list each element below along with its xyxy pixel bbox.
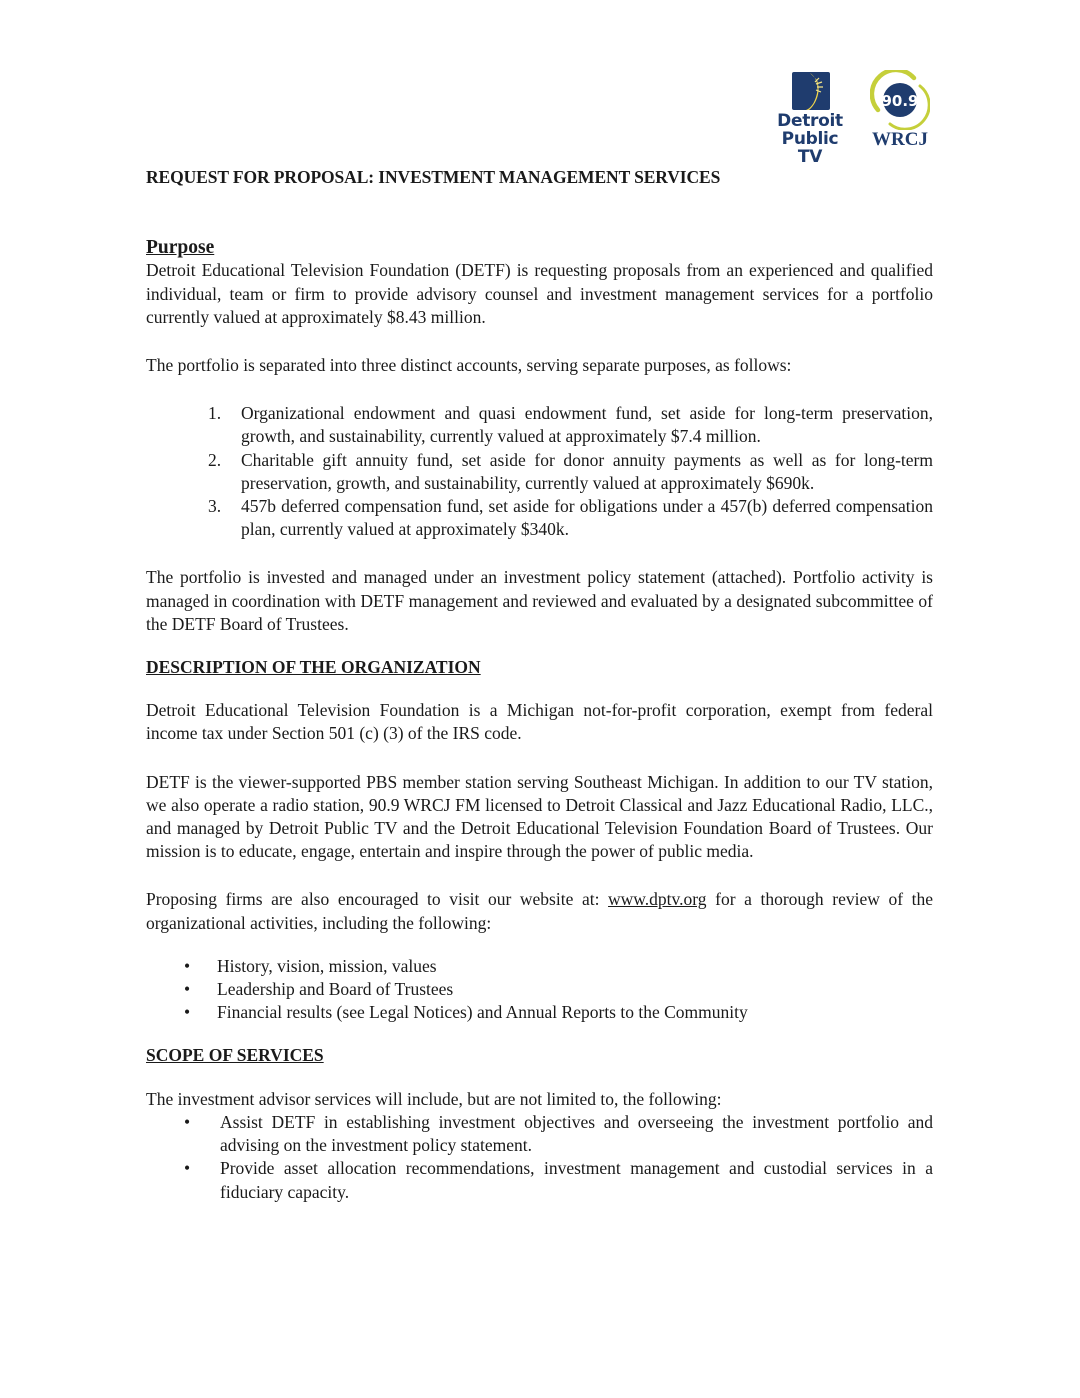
wrcj-909-emblem-icon xyxy=(870,70,930,130)
list-item-text: History, vision, mission, values xyxy=(217,955,437,976)
purpose-intro: Detroit Educational Television Foundation (DETF) is requesting proposals from an experienced and qualified individual, team or firm to provide advisory counsel and investment management services for a portfolio currently valued at approximately $8.43 million. xyxy=(146,260,933,327)
organization-heading: DESCRIPTION OF THE ORGANIZATION xyxy=(146,657,481,678)
organization-para-2: DETF is the viewer-supported PBS member station serving Southeast Michigan. In addition to our TV station, we also operate a radio station, 90.9 WRCJ FM licensed to Detroit Classical and Jazz Educational Radio, LLC., and managed by Detroit Public TV and the Detroit Educational Television Foundation Board of Trustees. Our mission is to educate, engage, entertain and inspire through the power of public media. xyxy=(146,771,933,862)
accounts-list xyxy=(208,402,933,541)
scope-items-list xyxy=(182,1111,933,1204)
list-item-text: Provide asset allocation recommendations, investment management and custodial services in a fiduciary capacity. xyxy=(220,1158,933,1202)
account-item xyxy=(208,449,933,495)
website-link[interactable]: www.dptv.org xyxy=(608,889,707,910)
website-text-after: for a thorough review of the organizational activities, including the following: xyxy=(146,889,933,933)
list-item-text: Financial results (see Legal Notices) and Annual Reports to the Community xyxy=(217,1002,748,1023)
accounts-intro: The portfolio is separated into three distinct accounts, serving separate purposes, as follows: xyxy=(146,355,792,376)
scope-heading: SCOPE OF SERVICES xyxy=(146,1045,324,1066)
account-number: 1. xyxy=(208,403,222,424)
list-item xyxy=(182,955,933,978)
account-text: Charitable gift annuity fund, set aside for donor annuity payments as well as for long-term preservation, growth, and sustainability, currently valued at approximately $690k. xyxy=(241,449,933,493)
list-item xyxy=(182,978,933,1001)
bullet-icon: • xyxy=(184,1158,191,1179)
list-item-text: Assist DETF in establishing investment objectives and overseeing the investment portfolio and advising on the investment policy statement. xyxy=(220,1111,933,1156)
website-paragraph xyxy=(146,888,933,934)
dptv-wordmark xyxy=(768,112,852,166)
document-title: REQUEST FOR PROPOSAL: INVESTMENT MANAGEMENT SERVICES xyxy=(146,167,721,187)
purpose-heading: Purpose xyxy=(146,237,215,259)
scope-intro: The investment advisor services will include, but are not limited to, the following: xyxy=(146,1088,722,1109)
bullet-icon: • xyxy=(184,1111,191,1132)
list-item xyxy=(182,1111,933,1157)
detroit-public-tv-logo xyxy=(768,70,852,167)
organization-para-1: Detroit Educational Television Foundation is a Michigan not-for-profit corporation, exempt from federal income tax under Section 501 (c) (3) of the IRS code. xyxy=(146,700,933,744)
wrcj-logo xyxy=(864,70,936,154)
dptv-line2: Public TV xyxy=(781,129,839,167)
account-item xyxy=(208,402,933,448)
policy-paragraph: The portfolio is invested and managed under an investment policy statement (attached). Portfolio activity is managed in coordination with DETF management and reviewed and evaluated by a designated subcommittee of the DETF Board of Trustees. xyxy=(146,567,933,634)
account-number: 3. xyxy=(208,496,222,517)
document-body xyxy=(146,166,933,1204)
account-text: Organizational endowment and quasi endowment fund, set aside for long-term preservation, growth, and sustainability, currently valued at approximately $7.4 million. xyxy=(241,403,933,447)
dptv-emblem-icon xyxy=(792,72,830,110)
wrcj-callsign: WRCJ xyxy=(872,129,928,150)
list-item xyxy=(182,1157,933,1203)
bullet-icon: • xyxy=(184,979,191,1000)
wrcj-frequency: 90.9 xyxy=(881,92,919,110)
bullet-icon: • xyxy=(184,955,191,976)
list-item-text: Leadership and Board of Trustees xyxy=(217,979,454,1000)
account-item xyxy=(208,495,933,541)
account-text: 457b deferred compensation fund, set aside for obligations under a 457(b) deferred compensation plan, currently valued at approximately $340k. xyxy=(241,496,933,540)
header-logos xyxy=(768,70,938,167)
website-text-before: Proposing firms are also encouraged to visit our website at: xyxy=(146,889,609,910)
list-item xyxy=(182,1001,933,1024)
website-items-list xyxy=(182,955,933,1025)
dptv-line1: Detroit xyxy=(777,111,843,131)
bullet-icon: • xyxy=(184,1002,191,1023)
account-number: 2. xyxy=(208,449,222,470)
